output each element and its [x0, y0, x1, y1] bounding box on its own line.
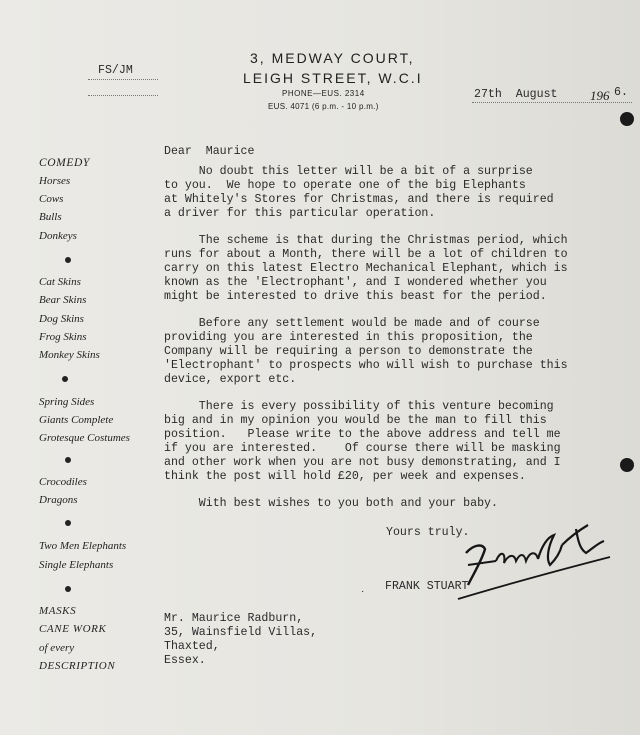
sidebar-divider-dot: [65, 520, 71, 526]
letter-line: Before any settlement would be made and of course: [164, 317, 540, 330]
reference-code: FS/JM: [98, 64, 133, 77]
sidebar-masks: MASKS: [39, 605, 77, 617]
sidebar-spring-sides: Spring Sides: [39, 396, 95, 408]
letter-line: and other work when you are not busy demonstrating, and I: [164, 456, 561, 469]
addressee-line: Mr. Maurice Radburn,: [164, 612, 304, 625]
year-digit: 6.: [614, 86, 628, 99]
sidebar-divider-dot: [65, 457, 71, 463]
closing: Yours truly.: [386, 526, 470, 539]
letter-line: big and in my opinion you would be the man to fill this: [164, 414, 547, 427]
letter-line: No doubt this letter will be a bit of a surprise: [164, 165, 533, 178]
phone-line-2: EUS. 4071 (6 p.m. - 10 p.m.): [268, 102, 379, 111]
sidebar-frog-skins: Frog Skins: [39, 331, 87, 343]
letter-line: known as the 'Electrophant', and I wondered whether you: [164, 276, 547, 289]
addressee-line: Thaxted,: [164, 640, 220, 653]
sidebar-dog-skins: Dog Skins: [39, 313, 84, 325]
sidebar-of-every: of every: [39, 642, 75, 654]
letter-line: device, export etc.: [164, 373, 297, 386]
phone-line-1: PHONE—EUS. 2314: [282, 89, 365, 98]
letter-line: 'Electrophant' to prospects who will wish to purchase this: [164, 359, 568, 372]
reference-rule: [88, 79, 158, 80]
letter-line: Company will be requiring a person to demonstrate the: [164, 345, 533, 358]
address-line-1: 3, MEDWAY COURT,: [250, 50, 415, 66]
sidebar-divider-dot: [65, 586, 71, 592]
address-line-2: LEIGH STREET, W.C.I: [243, 70, 423, 86]
letter-line: runs for about a Month, there will be a lot of children to: [164, 248, 568, 261]
sidebar-crocodiles: Crocodiles: [39, 476, 87, 488]
addressee-line: 35, Wainsfield Villas,: [164, 626, 318, 639]
date-text: 27th August: [474, 88, 558, 101]
punch-hole-bottom: [620, 458, 634, 472]
letter-line: if you are interested. Of course there will be masking: [164, 442, 561, 455]
signatory-bullet: ·: [361, 586, 365, 597]
letter-line: With best wishes to you both and your baby.: [164, 497, 498, 510]
punch-hole-top: [620, 112, 634, 126]
sidebar-cows: Cows: [39, 193, 64, 205]
sidebar-giants-complete: Giants Complete: [39, 414, 114, 426]
sidebar-divider-dot: [62, 376, 68, 382]
salutation: Dear Maurice: [164, 145, 255, 158]
sidebar-cat-skins: Cat Skins: [39, 276, 81, 288]
sidebar-dragons: Dragons: [39, 494, 78, 506]
letter-line: a driver for this particular operation.: [164, 207, 436, 220]
sidebar-cane-work: CANE WORK: [39, 623, 107, 635]
sidebar-bear-skins: Bear Skins: [39, 294, 87, 306]
sidebar-donkeys: Donkeys: [39, 230, 77, 242]
sidebar-horses: Horses: [39, 175, 71, 187]
letter-line: think the post will hold £20, per week and expenses.: [164, 470, 526, 483]
sidebar-single-elephants: Single Elephants: [39, 559, 114, 571]
letter-line: The scheme is that during the Christmas period, which: [164, 234, 568, 247]
sidebar-divider-dot: [65, 257, 71, 263]
letter-line: position. Please write to the above address and tell me: [164, 428, 561, 441]
sidebar-monkey-skins: Monkey Skins: [39, 349, 100, 361]
sidebar-comedy: COMEDY: [39, 157, 90, 169]
letter-line: There is every possibility of this venture becoming: [164, 400, 554, 413]
letter-line: at Whitely's Stores for Christmas, and there is required: [164, 193, 554, 206]
letter-line: might be interested to drive this beast for the period.: [164, 290, 547, 303]
sidebar-description: DESCRIPTION: [39, 660, 116, 672]
letter-line: to you. We hope to operate one of the big Elephants: [164, 179, 526, 192]
sidebar-bulls: Bulls: [39, 211, 62, 223]
reference-rule-2: [88, 95, 158, 96]
addressee-line: Essex.: [164, 654, 206, 667]
sidebar-grotesque-costumes: Grotesque Costumes: [39, 432, 130, 444]
year-prefix: 196: [590, 88, 610, 103]
letter-line: providing you are interested in this proposition, the: [164, 331, 533, 344]
letter-line: carry on this latest Electro Mechanical Elephant, which is: [164, 262, 568, 275]
handwritten-signature: [438, 515, 613, 610]
sidebar-two-men-elephants: Two Men Elephants: [39, 540, 127, 552]
signatory-name: FRANK STUART: [385, 580, 469, 593]
